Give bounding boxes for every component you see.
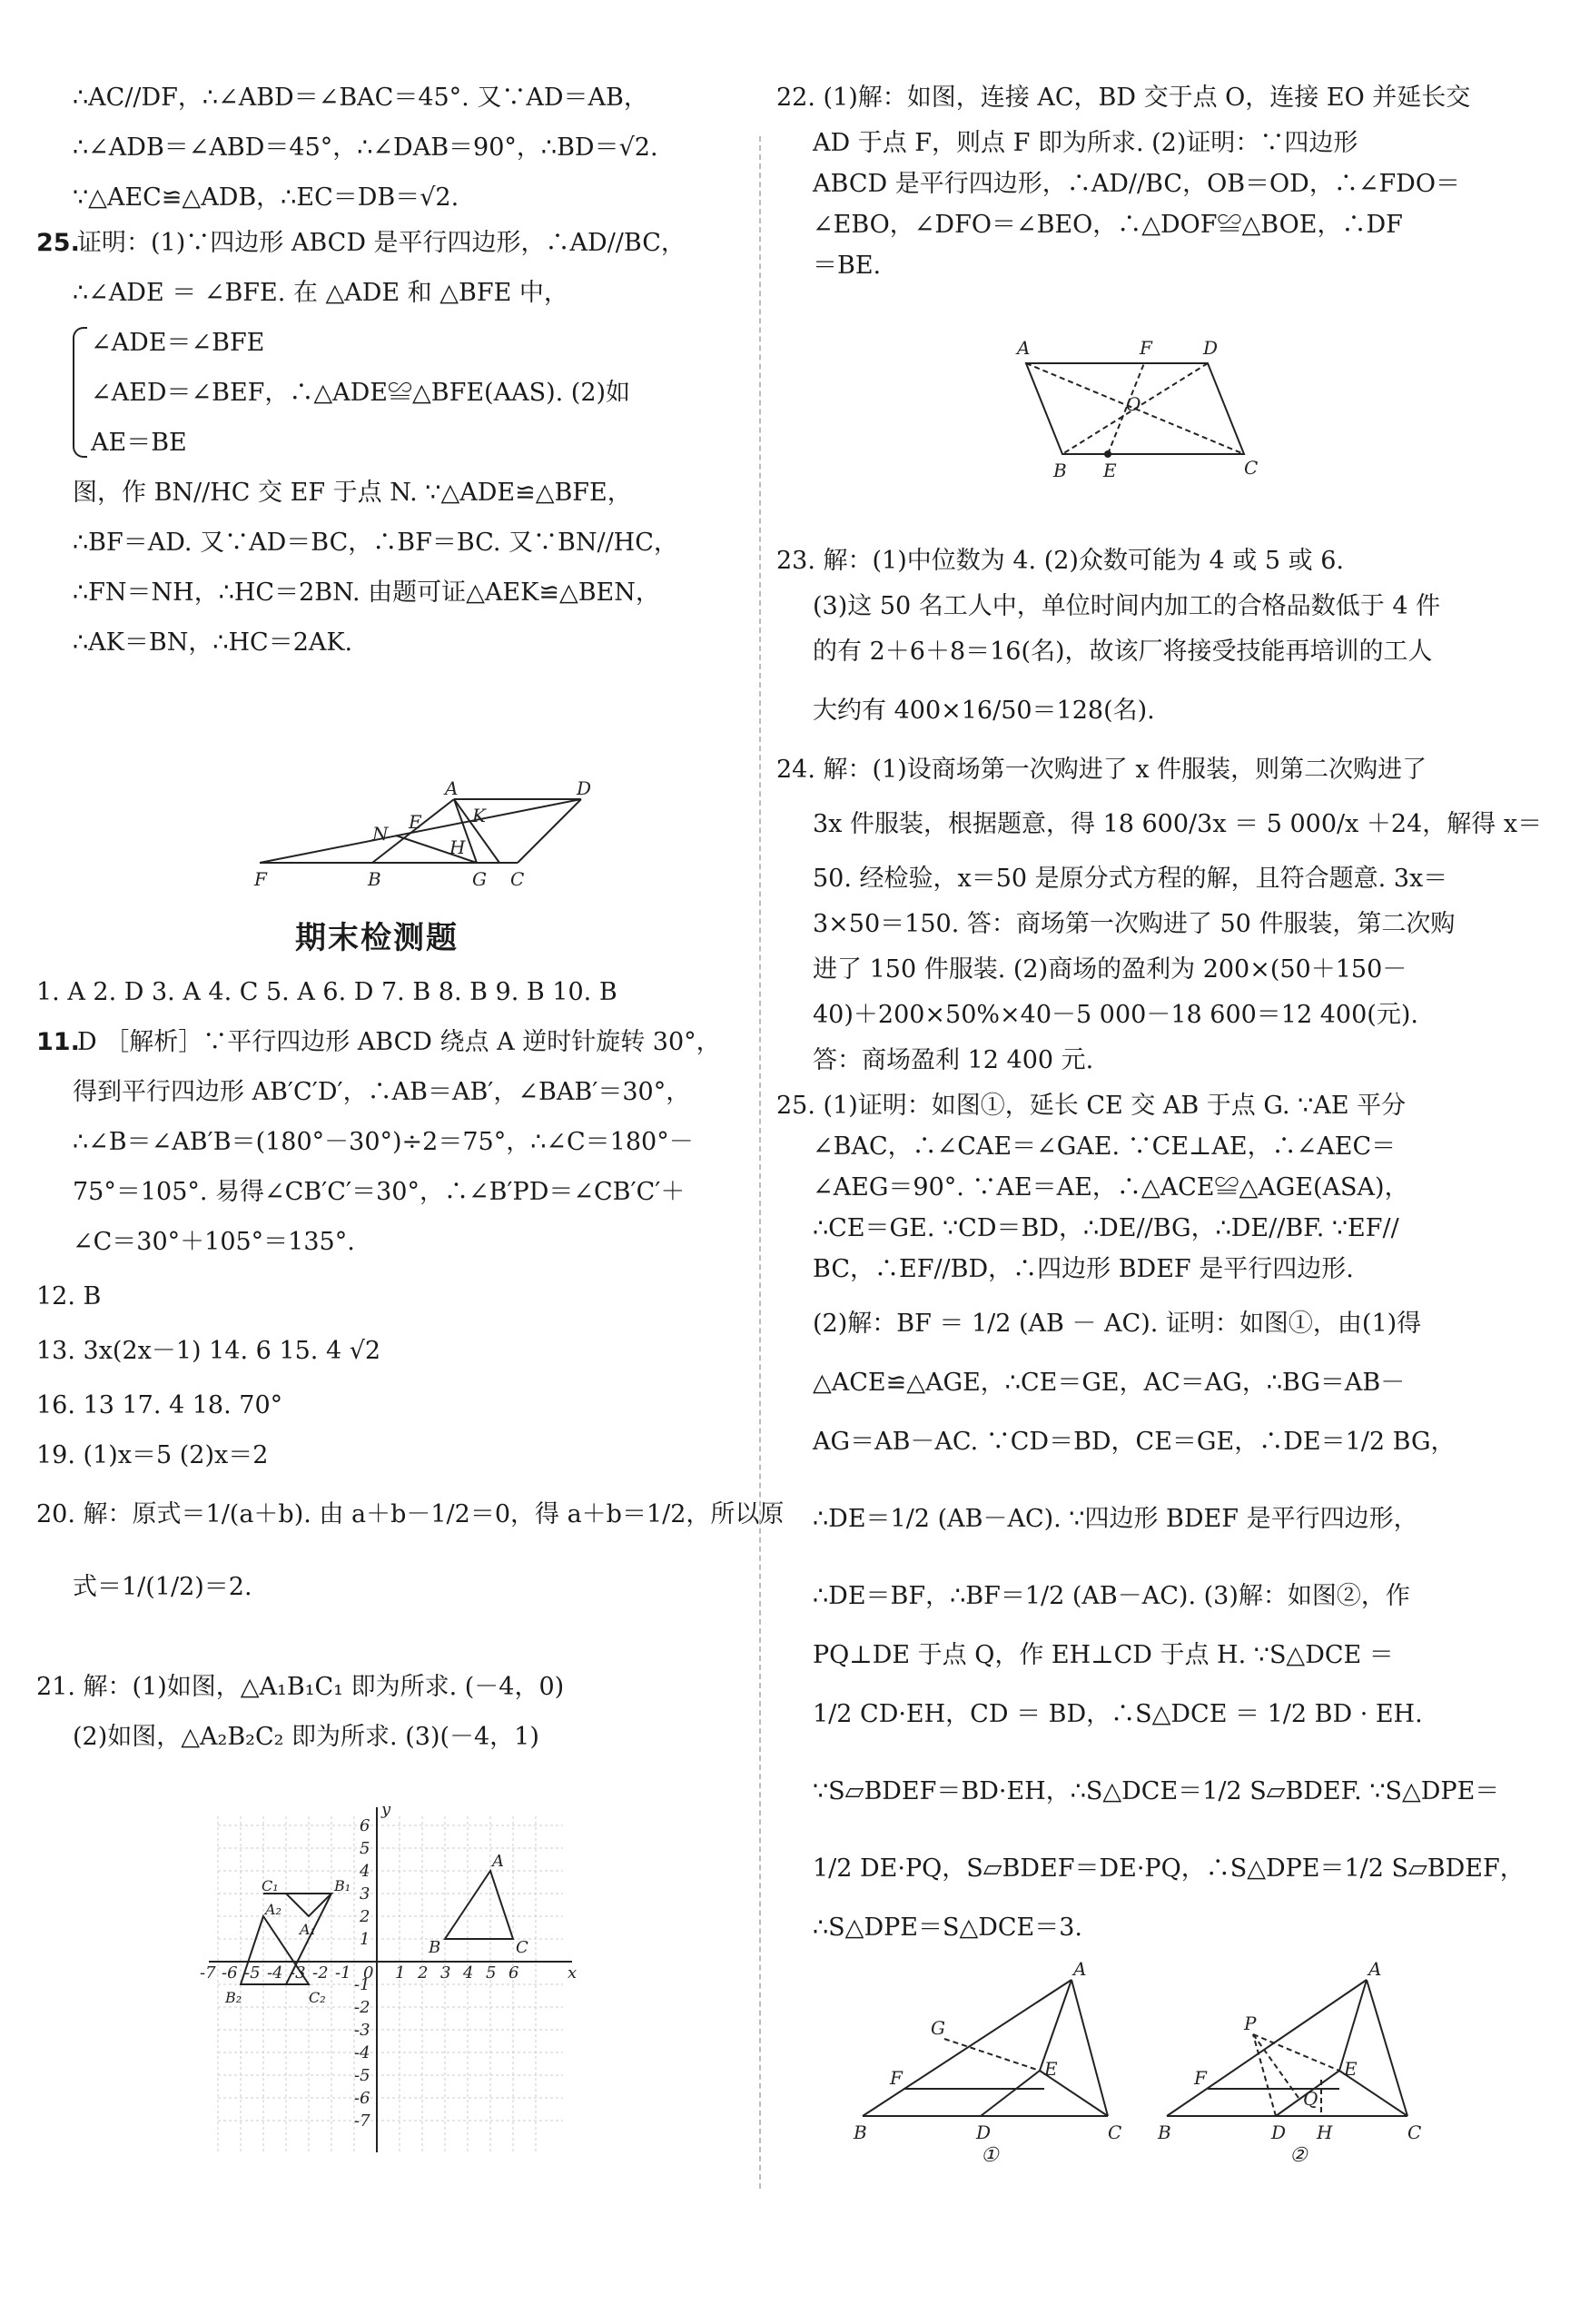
q23-line-1: 23. 解：(1)中位数为 4. (2)众数可能为 4 或 5 或 6. [776, 547, 1344, 575]
grid-axis-x: x [568, 1963, 578, 1983]
y-tick: 3 [360, 1884, 370, 1904]
q20-line-2: 式＝1/(1/2)＝2. [73, 1573, 252, 1601]
fig25-label-A: A [445, 777, 459, 799]
q22-line-3: ABCD 是平行四边形，∴AD//BC，OB＝OD，∴∠FDO＝ [813, 170, 1460, 198]
x-tick: 3 [440, 1963, 451, 1983]
fig-line [944, 2039, 1040, 2071]
q25r-line-1: 25. (1)证明：如图①，延长 CE 交 AB 于点 G. ∵AE 平分 [776, 1092, 1407, 1120]
fig25-label-F: F [254, 868, 267, 890]
q24-line-1: 24. 解：(1)设商场第一次购进了 x 件服装，则第二次购进了 [776, 756, 1427, 784]
q25-figure-2 [1158, 1958, 1430, 2167]
grid-label-C1: C₁ [262, 1877, 279, 1894]
fig25-label-C: C [510, 868, 525, 890]
q25r-line-6: (2)解：BF ＝ 1/2 (AB － AC). 证明：如图①，由(1)得 [813, 1310, 1422, 1338]
q25r-line-13: ∵S▱BDEF＝BD·EH，∴S△DCE＝1/2 S▱BDEF. ∵S△DPE＝ [813, 1777, 1500, 1805]
fig25a-label-C: C [1108, 2121, 1122, 2143]
fig-line [1040, 1980, 1071, 2071]
q25-figure-1 [854, 1958, 1126, 2167]
q25r-line-9: ∴DE＝1/2 (AB－AC). ∵四边形 BDEF 是平行四边形， [813, 1505, 1418, 1533]
fig22-label-F: F [1140, 337, 1152, 359]
q25-line-7: ∴BF＝AD. 又∵AD＝BC，∴BF＝BC. 又∵BN//HC， [73, 529, 678, 557]
fig25a-label-E: E [1044, 2058, 1058, 2080]
p24-line-3: ∵△AEC≌△ADB，∴EC＝DB＝√2. [73, 183, 459, 212]
q23-line-4: 大约有 400×16/50＝128(名). [813, 697, 1155, 725]
q25-line-1: 证明：(1)∵四边形 ABCD 是平行四边形，∴AD//BC， [77, 229, 686, 257]
fig25a-label-B: B [854, 2121, 867, 2143]
grid-label-A: A [492, 1852, 504, 1871]
q24-line-7: 答：商场盈利 12 400 元. [813, 1046, 1094, 1074]
fig25-label-B: B [368, 868, 381, 890]
q25-line-6: 图，作 BN//HC 交 EF 于点 N. ∵△ADE≌△BFE， [73, 479, 632, 507]
fig22-label-D: D [1203, 337, 1219, 359]
fig25-label-K: K [472, 805, 486, 826]
q21-line-1: 21. 解：(1)如图，△A₁B₁C₁ 即为所求. (－4，0) [36, 1673, 565, 1701]
fig-caption-2: ② [1289, 2144, 1308, 2167]
x-tick: 6 [509, 1963, 519, 1983]
q25-figure [254, 763, 592, 890]
q11-line-4: 75°＝105°. 易得∠CB′C′＝30°，∴∠B′PD＝∠CB′C′＋ [73, 1178, 686, 1206]
x-tick: -5 [244, 1963, 261, 1983]
fig-line [981, 2071, 1040, 2116]
y-tick: 2 [360, 1907, 370, 1926]
x-tick: 4 [463, 1963, 474, 1983]
q11-number: 11. [36, 1028, 80, 1056]
q22-figure [1017, 327, 1262, 481]
fig-line [1367, 1980, 1407, 2116]
grid-label-B1: B₁ [334, 1877, 351, 1894]
answers-row-1: 1. A 2. D 3. A 4. C 5. A 6. D 7. B 8. B 9. B 10. B [36, 978, 617, 1006]
grid-label-A1: A₁ [300, 1921, 316, 1938]
q25r-line-5: BC，∴EF//BD，∴四边形 BDEF 是平行四边形. [813, 1255, 1354, 1283]
grid-label-C2: C₂ [309, 1989, 326, 2006]
brace-symbol [73, 327, 87, 458]
q20-line-1: 20. 解：原式＝1/(a＋b). 由 a＋b－1/2＝0，得 a＋b＝1/2，所以原 [36, 1500, 785, 1528]
q12: 12. B [36, 1282, 102, 1310]
fig25b-label-F: F [1194, 2067, 1207, 2089]
point-E [1104, 450, 1111, 458]
x-tick: 0 [363, 1963, 374, 1983]
q24-line-5: 进了 150 件服装. (2)商场的盈利为 200×(50＋150－ [813, 955, 1407, 984]
y-tick: -2 [354, 1998, 370, 2017]
q22-line-4: ∠EBO，∠DFO＝∠BEO，∴△DOF≌△BOE，∴DF [813, 211, 1403, 239]
q25r-line-3: ∠AEG＝90°. ∵AE＝AE，∴△ACE≌△AGE(ASA)， [813, 1173, 1409, 1202]
fig-caption-1: ① [981, 2144, 999, 2167]
q25-line-2: ∴∠ADE ＝ ∠BFE. 在 △ADE 和 △BFE 中， [73, 279, 568, 307]
grid-label-B: B [429, 1938, 441, 1957]
grid-axis-y: y [381, 1800, 391, 1819]
q11-line-1: D ［解析］∵平行四边形 ABCD 绕点 A 逆时针旋转 30°， [77, 1028, 721, 1056]
fig-line [863, 1980, 1071, 2116]
q25-number: 25. [36, 229, 80, 257]
q25r-line-11: PQ⊥DE 于点 Q，作 EH⊥CD 于点 H. ∵S△DCE ＝ [813, 1641, 1394, 1669]
y-tick: 1 [360, 1930, 370, 1949]
q23-line-2: (3)这 50 名工人中，单位时间内加工的合格品数低于 4 件 [813, 592, 1441, 620]
fig25b-label-E: E [1344, 2058, 1358, 2080]
q16-18: 16. 13 17. 4 18. 70° [36, 1391, 283, 1419]
p24-line-2: ∴∠ADB＝∠ABD＝45°，∴∠DAB＝90°，∴BD＝√2. [73, 134, 658, 162]
fig25b-label-H: H [1317, 2121, 1333, 2143]
q25r-line-14: 1/2 DE·PQ，S▱BDEF＝DE·PQ，∴S△DPE＝1/2 S▱BDEF， [813, 1854, 1525, 1883]
x-tick: -2 [312, 1963, 329, 1983]
q22-line-5: ＝BE. [813, 252, 882, 280]
column-divider [759, 136, 761, 2189]
y-tick: -4 [354, 2043, 370, 2062]
q24-line-4: 3×50＝150. 答：商场第一次购进了 50 件服装，第二次购 [813, 910, 1456, 938]
q25-cond-1: ∠ADE＝∠BFE [91, 329, 265, 357]
fig-line [518, 799, 581, 863]
fig22-label-A: A [1017, 337, 1031, 359]
x-tick: -3 [290, 1963, 306, 1983]
q25r-line-2: ∠BAC，∴∠CAE＝∠GAE. ∵CE⊥AE，∴∠AEC＝ [813, 1132, 1397, 1161]
p24-line-1: ∴AC//DF，∴∠ABD＝∠BAC＝45°. 又∵AD＝AB， [73, 84, 648, 112]
q25r-line-15: ∴S△DPE＝S△DCE＝3. [813, 1914, 1082, 1942]
x-tick: 5 [486, 1963, 497, 1983]
q11-line-2: 得到平行四边形 AB′C′D′，∴AB＝AB′，∠BAB′＝30°， [73, 1078, 691, 1106]
q25r-line-7: △ACE≌△AGE，∴CE＝GE，AC＝AG，∴BG＝AB－ [813, 1369, 1406, 1397]
q11-line-3: ∴∠B＝∠AB′B＝(180°－30°)÷2＝75°，∴∠C＝180°－ [73, 1128, 694, 1156]
fig22-label-B: B [1053, 460, 1067, 481]
q23-line-3: 的有 2＋6＋8＝16(名)，故该厂将接受技能再培训的工人 [813, 638, 1433, 666]
q24-line-2: 3x 件服装，根据题意，得 18 600/3x ＝ 5 000/x ＋24，解得 x＝ [813, 810, 1543, 838]
x-tick: -4 [267, 1963, 283, 1983]
x-tick: -7 [200, 1963, 216, 1983]
q25-line-8: ∴FN＝NH，∴HC＝2BN. 由题可证△AEK≌△BEN， [73, 579, 660, 607]
q21-line-2: (2)如图，△A₂B₂C₂ 即为所求. (3)(－4，1) [73, 1723, 539, 1751]
x-tick: 1 [395, 1963, 406, 1983]
y-tick: -7 [354, 2111, 370, 2131]
q22-line-2: AD 于点 F，则点 F 即为所求. (2)证明：∵四边形 [813, 129, 1358, 157]
fig25a-label-D: D [976, 2121, 992, 2143]
fig25b-label-C: C [1407, 2121, 1422, 2143]
fig25a-label-F: F [890, 2067, 903, 2089]
q25-cond-2: ∠AED＝∠BEF，∴△ADE≌△BFE(AAS). (2)如 [91, 379, 631, 407]
fig-line [1167, 1980, 1367, 2116]
grid-label-C: C [516, 1938, 528, 1957]
coordinate-grid [200, 1798, 581, 2152]
y-tick: -6 [354, 2089, 370, 2108]
fig25a-label-A: A [1073, 1958, 1087, 1980]
fig25b-label-D: D [1271, 2121, 1287, 2143]
y-tick: 5 [360, 1839, 370, 1858]
q25r-line-8: AG＝AB－AC. ∵CD＝BD，CE＝GE，∴DE＝1/2 BG， [813, 1428, 1456, 1456]
fig25-label-H: H [449, 836, 466, 858]
fig-line [1253, 2034, 1276, 2116]
x-tick: 2 [418, 1963, 429, 1983]
q25r-line-4: ∴CE＝GE. ∵CD＝BD，∴DE//BG，∴DE//BF. ∵EF// [813, 1214, 1399, 1242]
x-tick: -6 [222, 1963, 238, 1983]
fig22-label-E: E [1103, 460, 1117, 481]
exam-title: 期末检测题 [295, 920, 459, 956]
q19: 19. (1)x＝5 (2)x＝2 [36, 1441, 269, 1469]
fig25-label-D: D [577, 777, 592, 799]
q24-line-3: 50. 经检验，x＝50 是原分式方程的解，且符合题意. 3x＝ [813, 865, 1448, 893]
q25-cond-3: AE＝BE [91, 429, 187, 457]
fig25b-label-B: B [1158, 2121, 1171, 2143]
triangle-ABC [445, 1871, 513, 1939]
fig25b-label-P: P [1244, 2012, 1257, 2034]
fig-line [1339, 1980, 1367, 2071]
y-tick: -1 [354, 1975, 370, 1994]
q24-line-6: 40)＋200×50%×40－5 000－18 600＝12 400(元). [813, 1001, 1418, 1029]
fig25b-label-Q: Q [1303, 2088, 1318, 2110]
q22-line-1: 22. (1)解：如图，连接 AC，BD 交于点 O，连接 EO 并延长交 [776, 84, 1471, 112]
q13-15: 13. 3x(2x－1) 14. 6 15. 4 √2 [36, 1337, 381, 1365]
fig25a-label-G: G [931, 2017, 945, 2039]
grid-label-A2: A₂ [265, 1901, 281, 1918]
fig22-label-C: C [1244, 457, 1259, 479]
q25r-line-12: 1/2 CD·EH，CD ＝ BD，∴S△DCE ＝ 1/2 BD · EH. [813, 1700, 1423, 1728]
q11-line-5: ∠C＝30°＋105°＝135°. [73, 1228, 355, 1256]
grid-label-B2: B₂ [225, 1989, 242, 2006]
y-tick: -3 [354, 2021, 370, 2040]
y-tick: -5 [354, 2066, 370, 2085]
y-tick: 4 [360, 1862, 370, 1881]
y-tick: 6 [360, 1816, 370, 1835]
fig22-label-O: O [1126, 393, 1141, 415]
fig25-label-E: E [409, 811, 422, 833]
fig25b-label-A: A [1368, 1958, 1382, 1980]
x-tick: -1 [335, 1963, 351, 1983]
fig25-label-N: N [372, 823, 389, 845]
q25r-line-10: ∴DE＝BF，∴BF＝1/2 (AB－AC). (3)解：如图②，作 [813, 1582, 1410, 1610]
q25-line-9: ∴AK＝BN，∴HC＝2AK. [73, 628, 353, 657]
fig25-label-G: G [472, 868, 487, 890]
